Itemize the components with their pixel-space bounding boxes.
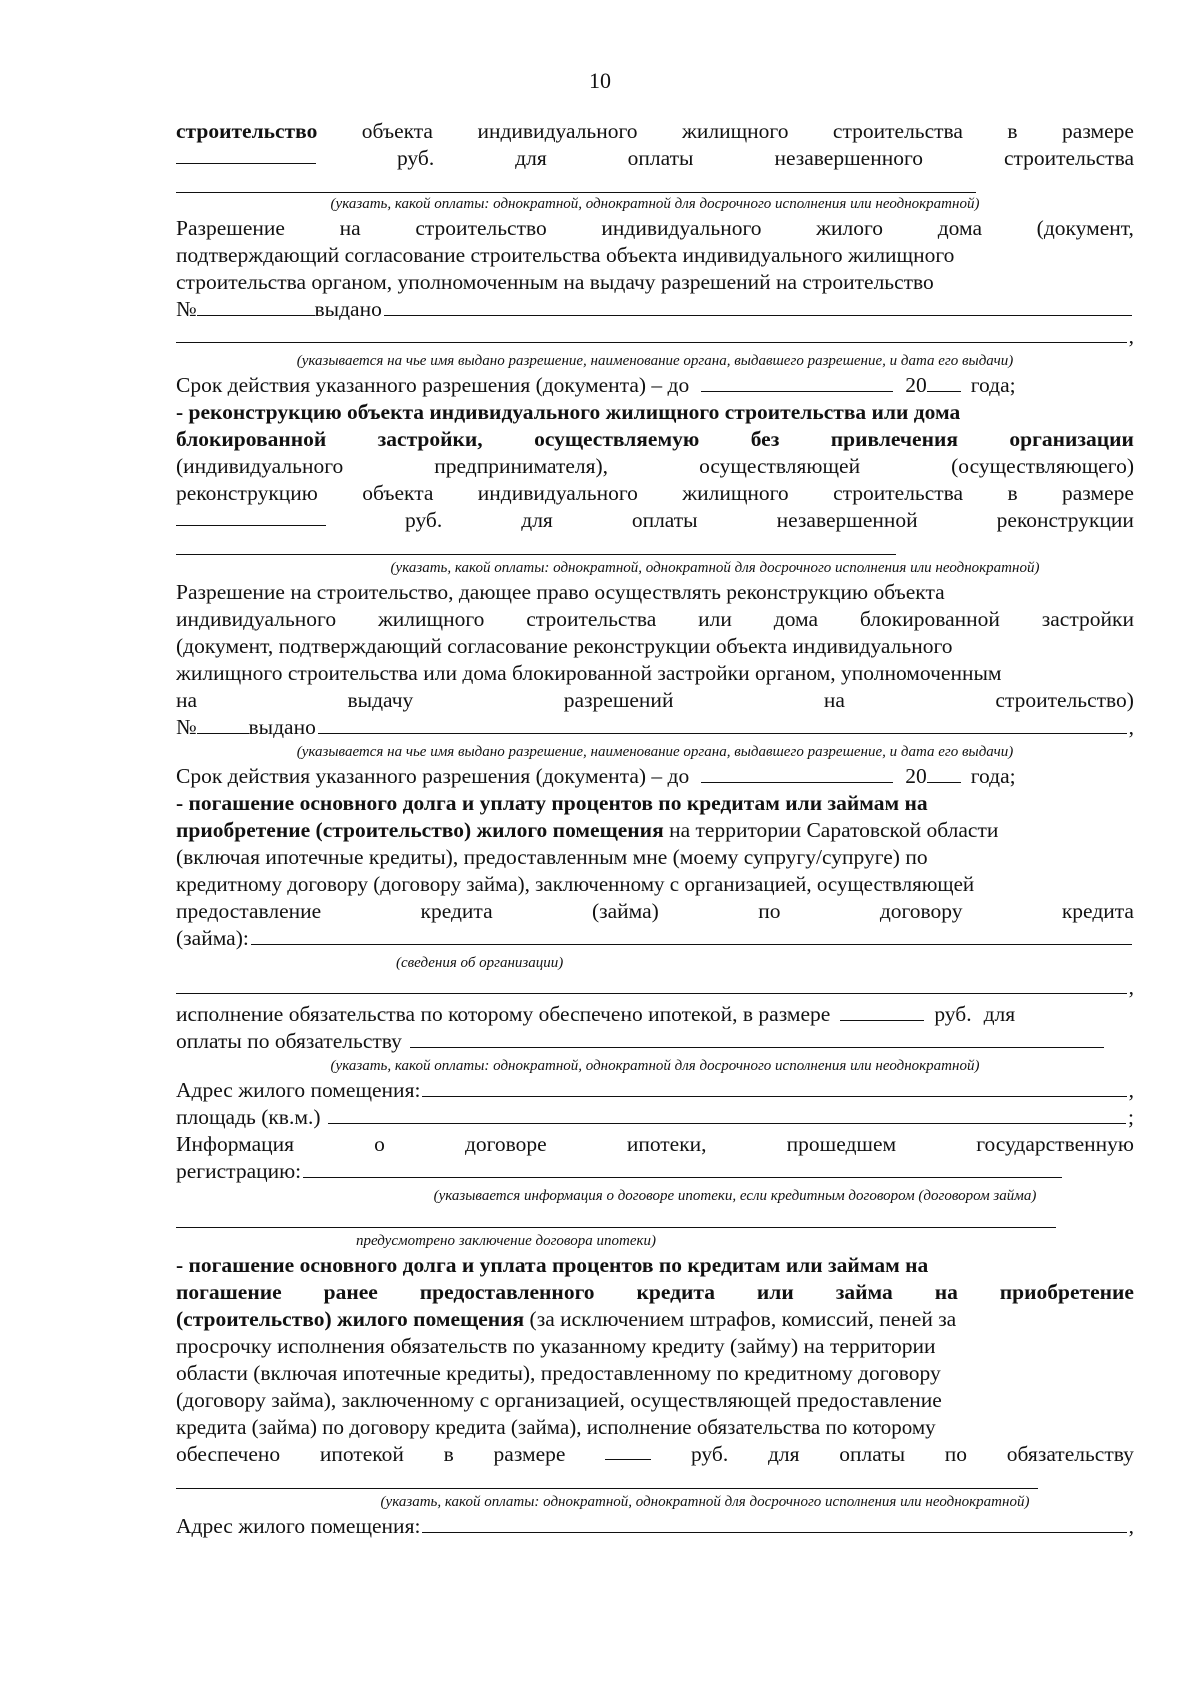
number-sign: №: [176, 715, 197, 739]
word: о: [374, 1132, 385, 1156]
p6-line1: - погашение основного долга и уплата процентов по кредитам или займам на: [176, 1253, 929, 1277]
p5-org-continue: [176, 974, 1134, 1001]
word: (индивидуального: [176, 454, 344, 478]
p4-line2: [176, 606, 1134, 633]
info-note-2: предусмотрено заключение договора ипотеки): [356, 1233, 656, 1249]
word: или: [756, 1280, 794, 1304]
word: ипотекой: [319, 1442, 404, 1466]
word: без: [750, 427, 780, 451]
p5-area-row: [176, 1104, 1134, 1131]
p6-line8: [176, 1441, 1134, 1468]
word: предоставленного: [419, 1280, 595, 1304]
p5-line4: кредитному договору (договору займа), заключенному с организацией, осуществляющей: [176, 872, 975, 896]
payment-type-field[interactable]: [410, 1028, 1104, 1048]
word: на: [823, 688, 845, 712]
mortgage-amount-field[interactable]: [605, 1441, 651, 1460]
registration-field[interactable]: [303, 1158, 1062, 1178]
word: обеспечено: [176, 1442, 281, 1466]
comma: ,: [1128, 1514, 1134, 1538]
semicolon: ;: [1128, 1105, 1134, 1129]
rub-label: руб.: [934, 1002, 972, 1026]
word: руб.: [396, 146, 435, 170]
p5-info-row: [176, 1131, 1134, 1158]
word: Информация: [176, 1132, 295, 1156]
payment-type-note: (указать, какой оплаты: однократной, однократной для досрочного исполнения или неоднократной): [330, 196, 980, 212]
mortgage-label: исполнение обязательства по которому обеспечено ипотекой, в размере: [176, 1002, 831, 1026]
word: ранее: [323, 1280, 378, 1304]
number-sign: №: [176, 297, 197, 321]
word: на: [934, 1280, 958, 1304]
word: индивидуального: [477, 481, 638, 505]
word: (документ,: [1036, 216, 1134, 240]
p4-validity-row: [176, 763, 1134, 790]
word: привлечения: [830, 427, 958, 451]
registration-label: регистрацию:: [176, 1159, 302, 1183]
validity-label: Срок действия указанного разрешения (документа) – до: [176, 373, 690, 397]
word: строительства: [832, 119, 963, 143]
word: (осуществляющего): [951, 454, 1134, 478]
p3-line2: [176, 426, 1134, 453]
word: строительство): [995, 688, 1134, 712]
word: блокированной: [859, 607, 1000, 631]
word: погашение: [176, 1280, 282, 1304]
p4-line4: жилищного строительства или дома блокированной застройки органом, уполномоченным: [176, 661, 1002, 685]
p3-line5: [176, 507, 1134, 534]
p5-line1: - погашение основного долга и уплату процентов по кредитам или займам на: [176, 791, 928, 815]
issued-label: выдано: [248, 715, 316, 739]
p5-registration-row: [176, 1158, 1134, 1185]
validity-year-field[interactable]: [927, 764, 961, 783]
address-label: Адрес жилого помещения:: [176, 1514, 421, 1538]
word: блокированной: [176, 427, 327, 451]
payment-type-note: (указать, какой оплаты: однократной, однократной для досрочного исполнения или неоднократной): [330, 1058, 980, 1074]
p5-payment-row: [176, 1028, 1134, 1055]
word: в: [1007, 481, 1018, 505]
word: руб.: [405, 508, 443, 532]
bold-term: строительство: [176, 119, 318, 143]
bold-term: (строительство) жилого помещения: [176, 1307, 525, 1331]
p5-mortgage-row: [176, 1001, 1134, 1028]
word: оплаты: [627, 146, 694, 170]
word: государственную: [976, 1132, 1134, 1156]
word: объекта: [361, 119, 433, 143]
issued-to-field[interactable]: [384, 296, 1132, 316]
word: или: [698, 607, 732, 631]
p6-line7: кредита (займа) по договору кредита (займа), исполнение обязательства по которому: [176, 1415, 936, 1439]
word: застройки,: [377, 427, 483, 451]
p4-permit-number-row: [176, 714, 1134, 741]
word: объекта: [362, 481, 434, 505]
p6-line6: (договору займа), заключенному с организацией, осуществляющей предоставление: [176, 1388, 942, 1412]
word: осуществляемую: [534, 427, 700, 451]
area-field[interactable]: [328, 1104, 1126, 1124]
word: оплаты: [839, 1442, 906, 1466]
p2-permit-number-row: [176, 296, 1134, 323]
page-number: 10: [589, 68, 611, 93]
permit-note: (указывается на чье имя выдано разрешение, наименование органа, выдавшего разрешение, и дата его выдачи): [296, 744, 1014, 760]
p6-line4: просрочку исполнения обязательств по указанному кредиту (займу) на территории: [176, 1334, 936, 1358]
word: кредита: [420, 899, 493, 923]
comma: ,: [1128, 324, 1134, 348]
word: жилого: [816, 216, 884, 240]
area-label: площадь (кв.м.): [176, 1105, 321, 1129]
org-note: (сведения об организации): [396, 955, 564, 971]
word: строительства: [1003, 146, 1134, 170]
word: строительства: [526, 607, 657, 631]
info-note-1: (указывается информация о договоре ипотеки, если кредитным договором (договором займа): [433, 1188, 1037, 1204]
word: по: [758, 899, 781, 923]
amount-field[interactable]: [176, 507, 326, 526]
organization-field[interactable]: [251, 925, 1132, 945]
word: на: [176, 688, 198, 712]
p3-line4: [176, 480, 1134, 507]
word: строительства: [833, 481, 964, 505]
p6-line2: [176, 1279, 1134, 1306]
p5-line3: (включая ипотечные кредиты), предоставленным мне (моему супругу/супруге) по: [176, 845, 928, 869]
payment-type-note: (указать, какой оплаты: однократной, однократной для досрочного исполнения или неоднократной): [390, 560, 1040, 576]
loan-label: (займа):: [176, 926, 249, 950]
word: индивидуального: [477, 119, 638, 143]
word: разрешений: [563, 688, 674, 712]
mortgage-amount-field[interactable]: [840, 1002, 924, 1021]
word: для: [515, 146, 547, 170]
p6-address-row: [176, 1513, 1134, 1540]
p5-loan-row: [176, 925, 1134, 952]
word: размере: [1062, 119, 1134, 143]
organization-field-2[interactable]: [176, 974, 1127, 994]
registration-field-2[interactable]: [176, 1207, 1134, 1234]
word: Разрешение: [176, 216, 285, 240]
p4-line1: Разрешение на строительство, дающее право осуществлять реконструкцию объекта: [176, 580, 945, 604]
form-body: [176, 118, 1134, 1540]
year-prefix: 20: [905, 764, 927, 788]
issued-label: выдано: [314, 297, 382, 321]
word: реконструкции: [996, 508, 1134, 532]
permit-number-field[interactable]: [197, 297, 315, 316]
payment-type-field[interactable]: [176, 534, 1134, 561]
word: ипотеки,: [626, 1132, 707, 1156]
text: на территории Саратовской области: [669, 818, 999, 842]
word: для: [767, 1442, 800, 1466]
bold-term: приобретение (строительство) жилого помещения: [176, 818, 664, 842]
year-prefix: 20: [905, 373, 927, 397]
p6-line5: области (включая ипотечные кредиты), предоставленному по кредитному договору: [176, 1361, 941, 1385]
word: кредита: [1061, 899, 1134, 923]
p1-line1: [176, 118, 1134, 145]
address-field[interactable]: [422, 1513, 1126, 1533]
issued-to-field[interactable]: [318, 714, 1127, 734]
word: жилищного: [682, 481, 789, 505]
word: строительство: [415, 216, 547, 240]
word: индивидуального: [601, 216, 762, 240]
word: по: [944, 1442, 968, 1466]
word: (займа): [591, 899, 659, 923]
year-suffix: года;: [970, 764, 1016, 788]
validity-label: Срок действия указанного разрешения (документа) – до: [176, 764, 690, 788]
word: размере: [493, 1442, 566, 1466]
comma: ,: [1128, 1078, 1134, 1102]
word: незавершенной: [776, 508, 918, 532]
word: реконструкцию: [176, 481, 318, 505]
issued-to-field-2[interactable]: [176, 323, 1127, 343]
word: жилищного: [682, 119, 789, 143]
p2-line1: [176, 215, 1134, 242]
p2-validity-row: [176, 372, 1134, 399]
payment-type-field[interactable]: [176, 1468, 1134, 1495]
amount-field[interactable]: [176, 145, 316, 164]
word: жилищного: [377, 607, 485, 631]
word: обязательству: [1006, 1442, 1134, 1466]
word: выдачу: [347, 688, 414, 712]
p2-line2: подтверждающий согласование строительства объекта индивидуального жилищного: [176, 243, 955, 267]
comma: ,: [1128, 715, 1134, 739]
payment-type-field[interactable]: [176, 172, 1134, 199]
word: в: [443, 1442, 454, 1466]
year-suffix: года;: [970, 373, 1016, 397]
address-field[interactable]: [422, 1077, 1126, 1097]
word: предпринимателя),: [434, 454, 609, 478]
word: руб.: [690, 1442, 729, 1466]
validity-date-field[interactable]: [701, 764, 893, 783]
word: приобретение: [999, 1280, 1134, 1304]
word: организации: [1009, 427, 1134, 451]
p2-issued-continue: [176, 323, 1134, 350]
word: осуществляющей: [699, 454, 861, 478]
p5-line5: [176, 898, 1134, 925]
word: прошедшем: [786, 1132, 897, 1156]
word: договору: [879, 899, 963, 923]
word: индивидуального: [176, 607, 337, 631]
word: на: [339, 216, 361, 240]
word: в: [1007, 119, 1018, 143]
comma: ,: [1128, 975, 1134, 999]
word: застройки: [1041, 607, 1134, 631]
word: размере: [1062, 481, 1134, 505]
word: оплаты: [631, 508, 698, 532]
permit-note: (указывается на чье имя выдано разрешение, наименование органа, выдавшего разрешение, и дата его выдачи): [296, 353, 1014, 369]
text: (за исключением штрафов, комиссий, пеней за: [529, 1307, 957, 1331]
word: для: [521, 508, 553, 532]
p4-line5: [176, 687, 1134, 714]
permit-number-field[interactable]: [197, 715, 249, 734]
validity-year-field[interactable]: [927, 373, 961, 392]
p4-line3: (документ, подтверждающий согласование реконструкции объекта индивидуального: [176, 634, 953, 658]
word: дома: [773, 607, 819, 631]
word: предоставление: [176, 899, 322, 923]
p3-line3: [176, 453, 1134, 480]
p6-line3: [176, 1306, 1134, 1333]
p5-address-row: [176, 1077, 1134, 1104]
validity-date-field[interactable]: [701, 373, 893, 392]
word: займа: [835, 1280, 893, 1304]
word: договоре: [464, 1132, 547, 1156]
payment-type-note: (указать, какой оплаты: однократной, однократной для досрочного исполнения или неоднократной): [380, 1494, 1030, 1510]
payment-label: оплаты по обязательству: [176, 1029, 402, 1053]
p1-line2: [176, 145, 1134, 172]
word: кредита: [636, 1280, 715, 1304]
p5-line2: [176, 817, 1134, 844]
p3-line1: - реконструкцию объекта индивидуального жилищного строительства или дома: [176, 400, 961, 424]
address-label: Адрес жилого помещения:: [176, 1078, 421, 1102]
for-label: для: [983, 1002, 1016, 1026]
p2-line3: строительства органом, уполномоченным на выдачу разрешений на строительство: [176, 270, 934, 294]
word: незавершенного: [774, 146, 923, 170]
word: дома: [937, 216, 982, 240]
